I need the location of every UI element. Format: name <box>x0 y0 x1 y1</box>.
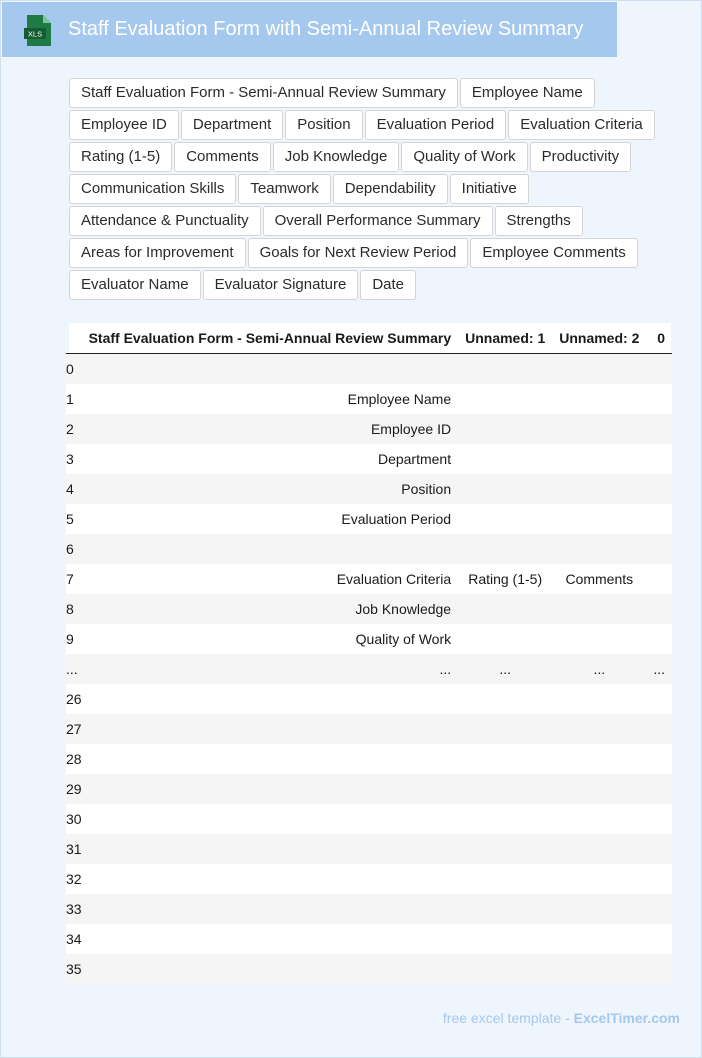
table-cell <box>646 954 672 984</box>
table-cell <box>458 954 552 984</box>
table-cell <box>646 354 672 385</box>
column-tag[interactable]: Staff Evaluation Form - Semi-Annual Review Summary <box>69 78 458 108</box>
table-cell <box>458 594 552 624</box>
row-index: 28 <box>66 751 82 767</box>
column-tag[interactable]: Overall Performance Summary <box>263 206 493 236</box>
table-row <box>66 354 672 385</box>
row-index: 3 <box>66 451 74 467</box>
table-cell <box>646 894 672 924</box>
table-cell <box>552 714 646 744</box>
table-row <box>66 474 672 504</box>
table-cell <box>552 504 646 534</box>
table-cell <box>552 414 646 444</box>
table-header-row <box>66 323 672 354</box>
table-cell <box>646 384 672 414</box>
table-row <box>66 954 672 984</box>
table-cell: Job Knowledge <box>355 601 452 617</box>
column-tag[interactable]: Department <box>181 110 283 140</box>
table-cell <box>552 804 646 834</box>
table-cell <box>646 564 672 594</box>
table-cell <box>646 624 672 654</box>
table-cell <box>646 474 672 504</box>
row-index: ... <box>66 661 78 677</box>
page-title: Staff Evaluation Form with Semi-Annual Review Summary <box>68 18 584 40</box>
column-tag[interactable]: Strengths <box>495 206 583 236</box>
table-cell: Evaluation Period <box>341 511 452 527</box>
column-tag[interactable]: Attendance & Punctuality <box>69 206 261 236</box>
table-cell <box>552 594 646 624</box>
row-index: 35 <box>66 961 82 977</box>
table-row <box>66 564 672 594</box>
table-cell <box>458 624 552 654</box>
footer-prefix: free excel template - <box>442 1010 574 1026</box>
table-cell <box>646 804 672 834</box>
column-tag[interactable]: Areas for Improvement <box>69 238 246 268</box>
table-cell <box>552 474 646 504</box>
table-cell <box>646 774 672 804</box>
table-row <box>66 834 672 864</box>
table-cell <box>552 834 646 864</box>
table-cell <box>82 924 459 954</box>
row-index: 26 <box>66 691 82 707</box>
table-cell <box>458 384 552 414</box>
table-row <box>66 444 672 474</box>
table-cell <box>82 744 459 774</box>
column-tag[interactable]: Position <box>285 110 362 140</box>
table-row <box>66 624 672 654</box>
table-row <box>66 864 672 894</box>
column-header: 0 <box>646 323 672 354</box>
column-tag-list <box>69 78 694 300</box>
column-header <box>66 323 82 354</box>
table-row <box>66 414 672 444</box>
table-cell <box>458 684 552 714</box>
row-index: 7 <box>66 571 74 587</box>
column-tag[interactable]: Employee ID <box>69 110 179 140</box>
table-cell <box>82 354 459 385</box>
table-cell <box>646 684 672 714</box>
row-index: 4 <box>66 481 74 497</box>
table-cell <box>458 444 552 474</box>
table-row <box>66 774 672 804</box>
table-cell <box>458 534 552 564</box>
column-tag[interactable]: Initiative <box>450 174 529 204</box>
table-cell: ... <box>593 661 606 677</box>
table-cell <box>458 804 552 834</box>
footer-credit <box>443 1010 680 1026</box>
table-row <box>66 684 672 714</box>
table-row <box>66 894 672 924</box>
column-header: Unnamed: 1 <box>458 323 552 354</box>
table-cell: ... <box>439 661 452 677</box>
row-index: 34 <box>66 931 82 947</box>
column-tag[interactable]: Goals for Next Review Period <box>248 238 469 268</box>
table-row <box>66 744 672 774</box>
column-tag[interactable]: Employee Comments <box>470 238 637 268</box>
table-row <box>66 804 672 834</box>
column-tag[interactable]: Evaluation Criteria <box>508 110 655 140</box>
table-row <box>66 534 672 564</box>
column-tag[interactable]: Job Knowledge <box>273 142 400 172</box>
column-tag[interactable]: Quality of Work <box>401 142 527 172</box>
table-cell <box>646 534 672 564</box>
column-tag[interactable]: Evaluator Name <box>69 270 201 300</box>
table-row <box>66 384 672 414</box>
table-cell <box>646 864 672 894</box>
row-index: 1 <box>66 391 74 407</box>
column-tag[interactable]: Comments <box>174 142 271 172</box>
table-cell <box>458 894 552 924</box>
table-cell: ... <box>499 661 511 677</box>
table-cell: Rating (1-5) <box>468 571 543 587</box>
xls-file-icon <box>24 15 51 46</box>
column-tag[interactable]: Rating (1-5) <box>69 142 172 172</box>
table-row <box>66 714 672 744</box>
row-index: 29 <box>66 781 82 797</box>
column-tag[interactable]: Evaluator Signature <box>203 270 359 300</box>
row-index: 27 <box>66 721 82 737</box>
row-index: 33 <box>66 901 82 917</box>
table-cell: Evaluation Criteria <box>336 571 452 587</box>
table-cell <box>552 384 646 414</box>
table-cell: Comments <box>565 571 634 587</box>
table-cell <box>82 894 459 924</box>
table-cell <box>552 624 646 654</box>
table-cell <box>458 714 552 744</box>
table-cell <box>82 534 459 564</box>
table-cell <box>646 444 672 474</box>
table-cell <box>552 684 646 714</box>
table-cell <box>458 774 552 804</box>
table-cell <box>646 744 672 774</box>
table-cell <box>552 444 646 474</box>
table-cell <box>82 864 459 894</box>
table-cell <box>458 354 552 385</box>
svg-text:XLS: XLS <box>27 29 43 39</box>
table-cell: ... <box>653 661 666 677</box>
table-cell <box>82 684 459 714</box>
table-cell: Position <box>401 481 452 497</box>
table-cell <box>458 504 552 534</box>
column-header: Staff Evaluation Form - Semi-Annual Review Summary <box>82 323 459 354</box>
table-cell <box>82 834 459 864</box>
table-cell <box>646 594 672 624</box>
row-index: 5 <box>66 511 74 527</box>
table-cell <box>458 834 552 864</box>
row-index: 2 <box>66 421 74 437</box>
table-cell <box>552 744 646 774</box>
row-index: 0 <box>66 361 74 377</box>
table-cell <box>552 534 646 564</box>
table-row <box>66 924 672 954</box>
row-index: 8 <box>66 601 74 617</box>
column-tag[interactable]: Employee Name <box>460 78 595 108</box>
column-tag[interactable]: Communication Skills <box>69 174 236 204</box>
table-cell <box>646 834 672 864</box>
column-tag[interactable]: Evaluation Period <box>365 110 507 140</box>
column-tag[interactable]: Date <box>360 270 416 300</box>
table-cell: Employee Name <box>347 391 452 407</box>
row-index: 32 <box>66 871 82 887</box>
table-cell <box>646 504 672 534</box>
table-cell <box>458 414 552 444</box>
table-cell <box>82 954 459 984</box>
column-tag[interactable]: Teamwork <box>238 174 330 204</box>
table-cell <box>552 894 646 924</box>
table-cell <box>458 864 552 894</box>
table-cell <box>646 924 672 954</box>
table-cell <box>552 774 646 804</box>
table-cell <box>82 774 459 804</box>
column-tag[interactable]: Dependability <box>333 174 448 204</box>
data-table <box>66 323 672 984</box>
table-cell <box>552 354 646 385</box>
column-header: Unnamed: 2 <box>552 323 646 354</box>
table-cell <box>458 924 552 954</box>
row-index: 31 <box>66 841 82 857</box>
table-cell <box>458 744 552 774</box>
table-cell <box>552 864 646 894</box>
table-cell <box>552 954 646 984</box>
spreadsheet-preview <box>66 323 671 984</box>
table-cell <box>552 924 646 954</box>
table-row <box>66 654 672 684</box>
row-index: 30 <box>66 811 82 827</box>
table-cell <box>646 414 672 444</box>
table-cell <box>646 714 672 744</box>
table-cell: Employee ID <box>370 421 452 437</box>
table-row <box>66 594 672 624</box>
column-tag[interactable]: Productivity <box>530 142 632 172</box>
title-banner <box>2 2 617 57</box>
table-cell <box>458 474 552 504</box>
row-index: 9 <box>66 631 74 647</box>
table-cell <box>82 804 459 834</box>
table-cell: Department <box>377 451 452 467</box>
table-row <box>66 504 672 534</box>
table-cell <box>82 714 459 744</box>
row-index: 6 <box>66 541 74 557</box>
footer-brand-link[interactable]: ExcelTimer.com <box>573 1010 680 1026</box>
table-cell: Quality of Work <box>355 631 452 647</box>
